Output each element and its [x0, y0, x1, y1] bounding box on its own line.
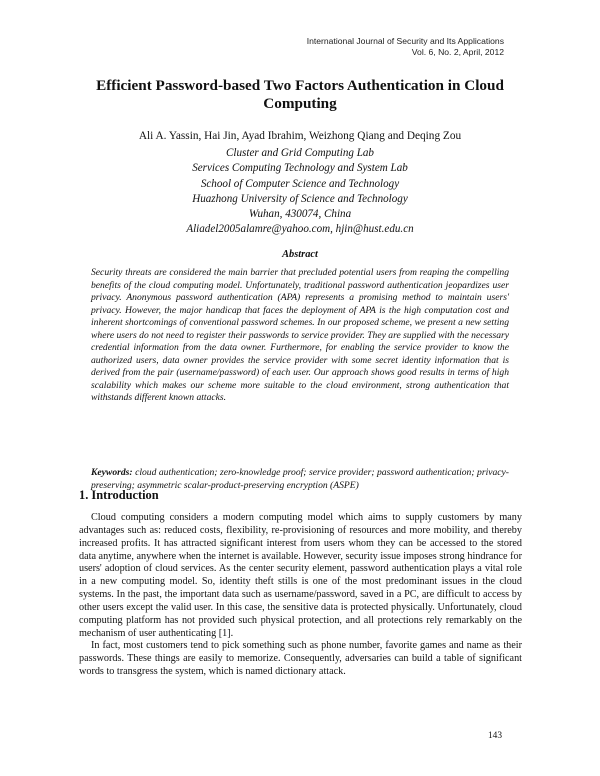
introduction-body — [79, 512, 522, 679]
keywords-text: cloud authentication; zero-knowledge proof; service provider; password authentication; privacy-preserving; asymmetric scalar-product-preserving encryption (ASPE) — [91, 467, 509, 491]
abstract-heading: Abstract — [282, 249, 318, 260]
page-number: 143 — [487, 731, 502, 741]
affiliation-line: Cluster and Grid Computing Lab — [226, 147, 374, 159]
affiliation-line: Wuhan, 430074, China — [248, 208, 352, 221]
section-heading-introduction: 1. Introduction — [79, 488, 159, 502]
paper-authors: Ali A. Yassin, Hai Jin, Ayad Ibrahim, Weizhong Qiang and Deqing Zou — [138, 130, 462, 142]
keywords-label: Keywords: — [91, 467, 133, 478]
affiliation-line: School of Computer Science and Technology — [200, 177, 400, 190]
journal-volume: Vol. 6, No. 2, April, 2012 — [411, 47, 504, 57]
paragraph: In fact, most customers tend to pick something such as phone number, favorite games and name as their passwords. These things are easily to memorize. Consequently, adversaries can build a table of significant words to transgress the system, which is named dictionary attack. — [79, 640, 522, 678]
journal-header — [307, 36, 504, 58]
affiliation-line: Services Computing Technology and System Lab — [192, 162, 408, 175]
abstract-text: Security threats are considered the main barrier that precluded potential users from reaping the compelling benefits of the cloud computing model. Unfortunately, traditional password authentication jeopardizes user privacy. Anonymous password authentication (APA) represents a promising method to maintain users' privacy. However, the major handicap that faces the deployment of APA is the high computation cost and inherent shortcomings of conventional password schemes. In our proposed scheme, we present a new setting where users do not need to register their passwords to service provider. They are supplied with the necessary credential information from the data owner. Furthermore, for enabling the service provider to know the authorized users, data owner provides the service provider with some secret identity information that is derived from the pair (username/password) of each user. Our approach shows good results in terms of high scalability which makes our scheme more suitable to the cloud environment, strong authentication that withstands different known attacks. — [91, 267, 509, 404]
author-affiliation — [70, 146, 530, 238]
paper-title: Efficient Password-based Two Factors Authentication in Cloud Computing — [96, 77, 504, 112]
author-emails: Aliadel2005alamre@yahoo.com, hjin@hust.edu.cn — [186, 223, 414, 236]
journal-name: International Journal of Security and Its Applications — [306, 36, 504, 46]
paragraph: Cloud computing considers a modern computing model which aims to supply customers by many advantages such as: reduced costs, flexibility, re-provisioning of resources and more mobility, and thereby increased profits. It has attracted significant interest from users whom they can be accessed to the stored data anytime, anywhere when the internet is available. However, security issue imposes strong hindrance for users' adoption of cloud services. As the center security element, password authentication plays a vital role in a new computing model. So, identity theft stills is one of the most predominant issues in the cloud systems. In the past, the important data such as username/password, saved in a PC, are difficult to access by other users except the valid user. In this case, the sensitive data is protected physically. Unfortunately, cloud computing platform has not provided such physical protection, and all protections rely remarkably on the mechanism of user authenticating [1]. — [79, 512, 522, 639]
affiliation-line: Huazhong University of Science and Technology — [192, 192, 408, 205]
